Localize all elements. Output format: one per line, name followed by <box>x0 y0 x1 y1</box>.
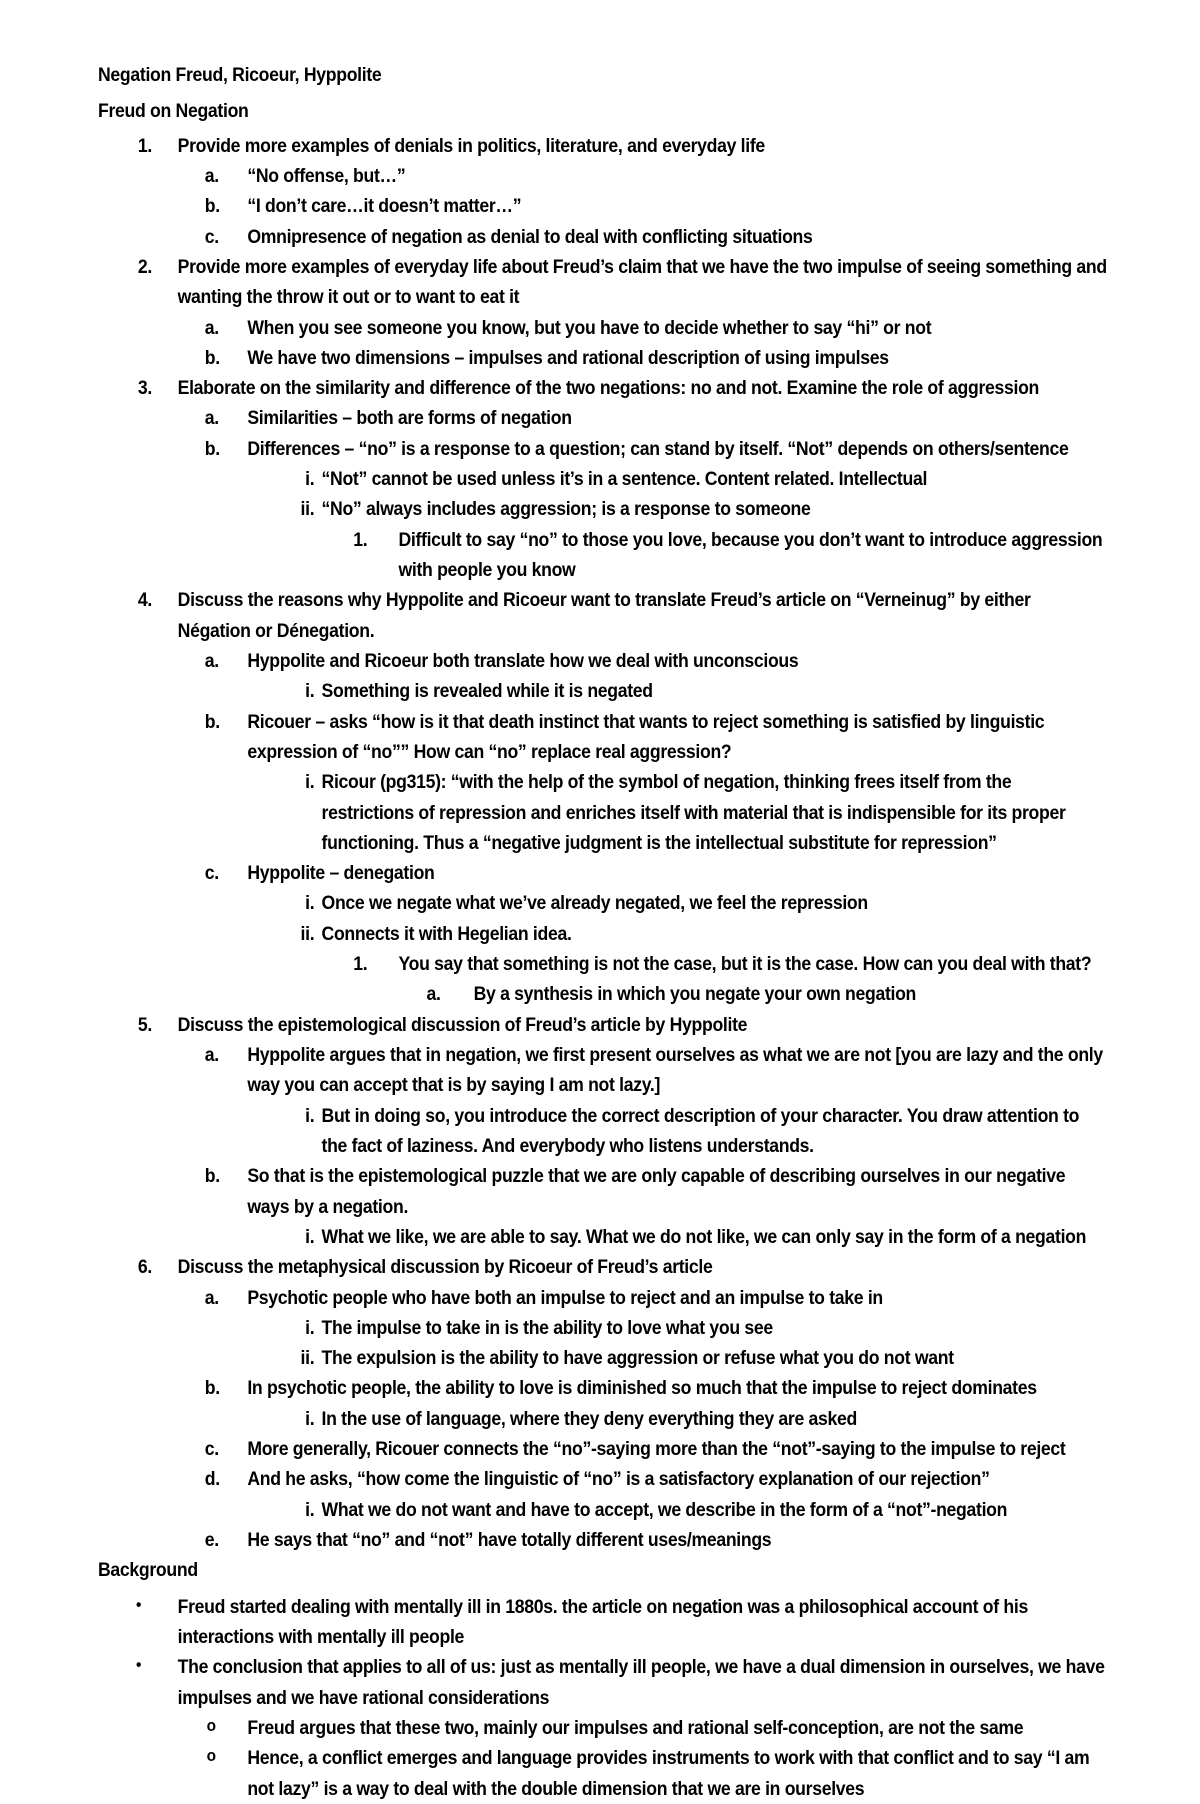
list-item <box>98 1404 1108 1434</box>
list-marker: b. <box>204 195 220 218</box>
list-item-text: Discuss the epistemological discussion of Freud’s article by Hyppolite <box>177 1013 748 1036</box>
list-marker: c. <box>204 1438 219 1461</box>
list-item-text: “No offense, but…” <box>247 164 406 187</box>
list-item-text: When you see someone you know, but you have to decide whether to say “hi” or not <box>247 316 932 339</box>
list-item <box>98 1525 1108 1555</box>
list-item <box>98 343 1108 373</box>
list-item-text: But in doing so, you introduce the correct description of your character. You draw attention to the fact of laziness. And everybody who listens understands. <box>321 1104 1080 1157</box>
list-marker: i. <box>305 1225 315 1248</box>
list-marker: 6. <box>137 1256 152 1279</box>
section-heading-freud-on-negation: Freud on Negation <box>98 100 249 123</box>
list-marker: 3. <box>137 377 152 400</box>
list-marker: e. <box>204 1529 219 1551</box>
list-item <box>98 131 1108 161</box>
list-item-text: Hyppolite – denegation <box>247 862 435 885</box>
list-item-text: Difficult to say “no” to those you love, because you don’t want to introduce aggression with people you know <box>398 528 1103 581</box>
list-item <box>98 858 1108 888</box>
list-item-text: Freud argues that these two, mainly our impulses and rational self-conception, are not the same <box>247 1716 1024 1739</box>
list-item-text: Provide more examples of everyday life about Freud’s claim that we have the two impulse of seeing something and wanting the throw it out or to want to eat it <box>177 255 1107 309</box>
list-marker: a. <box>204 649 219 672</box>
list-item <box>98 1592 1108 1653</box>
list-item <box>98 767 1108 858</box>
list-item-text: In psychotic people, the ability to love is diminished so much that the impulse to reject dominates <box>247 1377 1037 1400</box>
list-marker: a. <box>204 1286 219 1309</box>
list-item <box>98 525 1108 586</box>
list-item <box>98 1252 1108 1282</box>
list-item <box>98 373 1108 403</box>
list-item <box>98 1101 1108 1162</box>
list-marker: c. <box>204 225 219 248</box>
list-item-text: And he asks, “how come the linguistic of “no” is a satisfactory explanation of our rejection” <box>247 1468 990 1491</box>
list-item-text: Hence, a conflict emerges and language provides instruments to work with that conflict and to say “I am not lazy” is a way to deal with the double dimension that we are in ourselves <box>247 1747 1090 1800</box>
list-marker: ii. <box>300 1347 315 1370</box>
list-marker: a. <box>204 164 219 187</box>
list-item <box>98 888 1108 918</box>
list-item <box>98 161 1108 191</box>
list-item <box>98 1222 1108 1252</box>
list-marker: a. <box>204 316 219 339</box>
list-marker: ii. <box>300 498 315 521</box>
list-item <box>98 222 1108 252</box>
list-marker: b. <box>204 1165 220 1188</box>
list-item-text: Hyppolite and Ricoeur both translate how we deal with unconscious <box>247 649 799 672</box>
document-title: Negation Freud, Ricoeur, Hyppolite <box>98 64 382 86</box>
list-item-text: “Not” cannot be used unless it’s in a sentence. Content related. Intellectual <box>321 468 928 491</box>
list-marker: a. <box>426 983 441 1006</box>
list-item-text: Provide more examples of denials in politics, literature, and everyday life <box>177 134 765 157</box>
list-marker: a. <box>204 407 219 430</box>
list-marker: 1. <box>137 134 152 157</box>
list-item <box>98 1161 1108 1222</box>
list-item-text: Psychotic people who have both an impulse to reject and an impulse to take in <box>247 1286 883 1309</box>
list-item-text: Ricouer – asks “how is it that death instinct that wants to reject something is satisfied by linguistic expression of “no”” How can “no” replace real aggression? <box>247 710 1045 763</box>
list-marker: i. <box>305 771 315 794</box>
list-item-text: By a synthesis in which you negate your own negation <box>473 983 917 1006</box>
list-item-text: “No” always includes aggression; is a response to someone <box>321 498 811 521</box>
list-marker: i. <box>305 1498 315 1521</box>
list-item-text: Differences – “no” is a response to a question; can stand by itself. “Not” depends on others/sentence <box>247 437 1069 460</box>
list-item <box>98 434 1108 464</box>
list-item-text: So that is the epistemological puzzle that we are only capable of describing ourselves in our negative ways by a negation. <box>247 1165 1066 1218</box>
list-marker: b. <box>204 1377 220 1400</box>
list-item <box>98 1495 1108 1525</box>
list-marker: d. <box>204 1468 220 1491</box>
list-item-text: Discuss the reasons why Hyppolite and Ricoeur want to translate Freud’s article on “Verneinug” by either Négation or Dénegation. <box>177 589 1031 642</box>
list-marker: 4. <box>137 589 152 612</box>
list-item-text: Elaborate on the similarity and difference of the two negations: no and not. Examine the role of aggression <box>177 377 1040 400</box>
hollow-bullet-icon: o <box>206 1746 216 1766</box>
list-item <box>98 1040 1108 1101</box>
list-item-text: He says that “no” and “not” have totally different uses/meanings <box>247 1529 772 1551</box>
list-item-text: The conclusion that applies to all of us: just as mentally ill people, we have a dual dimension in ourselves, we have impulses and we have rational considerations <box>177 1656 1105 1709</box>
list-item-text: Discuss the metaphysical discussion by Ricoeur of Freud’s article <box>177 1256 713 1279</box>
list-marker: i. <box>305 1316 315 1339</box>
list-item <box>98 252 1108 313</box>
list-marker: i. <box>305 468 315 491</box>
list-item-text: The impulse to take in is the ability to love what you see <box>321 1316 773 1339</box>
list-item <box>98 313 1108 343</box>
list-item <box>98 1010 1108 1040</box>
list-marker: b. <box>204 437 220 460</box>
list-marker: 5. <box>137 1013 152 1036</box>
list-item-text: Similarities – both are forms of negation <box>247 407 572 430</box>
list-item-text: Hyppolite argues that in negation, we first present ourselves as what we are not [you are lazy and the only way you can accept that is by saying I am not lazy.] <box>247 1044 1103 1097</box>
list-item-text: Freud started dealing with mentally ill in 1880s. the article on negation was a philosophical account of his interactions with mentally ill people <box>177 1595 1028 1648</box>
list-marker: i. <box>305 1104 315 1127</box>
list-item <box>98 1434 1108 1464</box>
list-item <box>98 919 1108 949</box>
list-item <box>98 1464 1108 1494</box>
list-marker: i. <box>305 892 315 915</box>
list-item <box>98 1373 1108 1403</box>
list-item <box>98 1713 1108 1743</box>
list-marker: a. <box>204 1044 219 1066</box>
hollow-bullet-icon: o <box>206 1715 216 1735</box>
list-item-text: We have two dimensions – impulses and rational description of using impulses <box>247 346 889 369</box>
list-item-text: Ricour (pg315): “with the help of the symbol of negation, thinking frees itself from the restrictions of repression and enriches itself with material that is indispensible for its proper functioning. Thus a “negative judgment is the intellectual substitute for repression” <box>321 771 1066 854</box>
list-item <box>98 1343 1108 1373</box>
list-marker: 1. <box>353 528 368 551</box>
list-item <box>98 949 1108 979</box>
outline-body <box>98 60 1108 1804</box>
list-item <box>98 1652 1108 1713</box>
list-item <box>98 646 1108 676</box>
list-item-text: What we do not want and have to accept, we describe in the form of a “not”-negation <box>321 1498 1008 1521</box>
list-item <box>98 1313 1108 1343</box>
list-marker: i. <box>305 680 315 703</box>
list-item-text: What we like, we are able to say. What we do not like, we can only say in the form of a negation <box>321 1225 1087 1248</box>
list-item <box>98 979 1108 1009</box>
list-item-text: In the use of language, where they deny everything they are asked <box>321 1407 858 1430</box>
list-item <box>98 464 1108 494</box>
list-marker: b. <box>204 346 220 369</box>
list-item-text: The expulsion is the ability to have aggression or refuse what you do not want <box>321 1347 954 1370</box>
list-item <box>98 191 1108 221</box>
bullet-icon: • <box>136 1594 142 1614</box>
list-marker: 2. <box>137 255 152 278</box>
list-marker: c. <box>204 862 219 885</box>
list-item-text: Connects it with Hegelian idea. <box>321 922 572 945</box>
list-marker: 1. <box>353 953 368 976</box>
list-item <box>98 1283 1108 1313</box>
list-item <box>98 676 1108 706</box>
list-marker: b. <box>204 710 220 733</box>
list-marker: i. <box>305 1407 315 1430</box>
list-item-text: Omnipresence of negation as denial to deal with conflicting situations <box>247 225 813 248</box>
list-item-text: “I don’t care…it doesn’t matter…” <box>247 195 522 218</box>
section-heading-background: Background <box>98 1559 198 1582</box>
list-item-text: More generally, Ricouer connects the “no”-saying more than the “not”-saying to the impulse to reject <box>247 1438 1066 1461</box>
list-item-text: You say that something is not the case, but it is the case. How can you deal with that? <box>398 953 1092 976</box>
list-item <box>98 1743 1108 1804</box>
list-item-text: Once we negate what we’ve already negated, we feel the repression <box>321 892 868 915</box>
list-marker: ii. <box>300 922 315 945</box>
list-item <box>98 585 1108 646</box>
list-item <box>98 494 1108 524</box>
list-item <box>98 403 1108 433</box>
bullet-icon: • <box>136 1655 142 1675</box>
list-item-text: Something is revealed while it is negated <box>321 680 653 703</box>
list-item <box>98 707 1108 768</box>
